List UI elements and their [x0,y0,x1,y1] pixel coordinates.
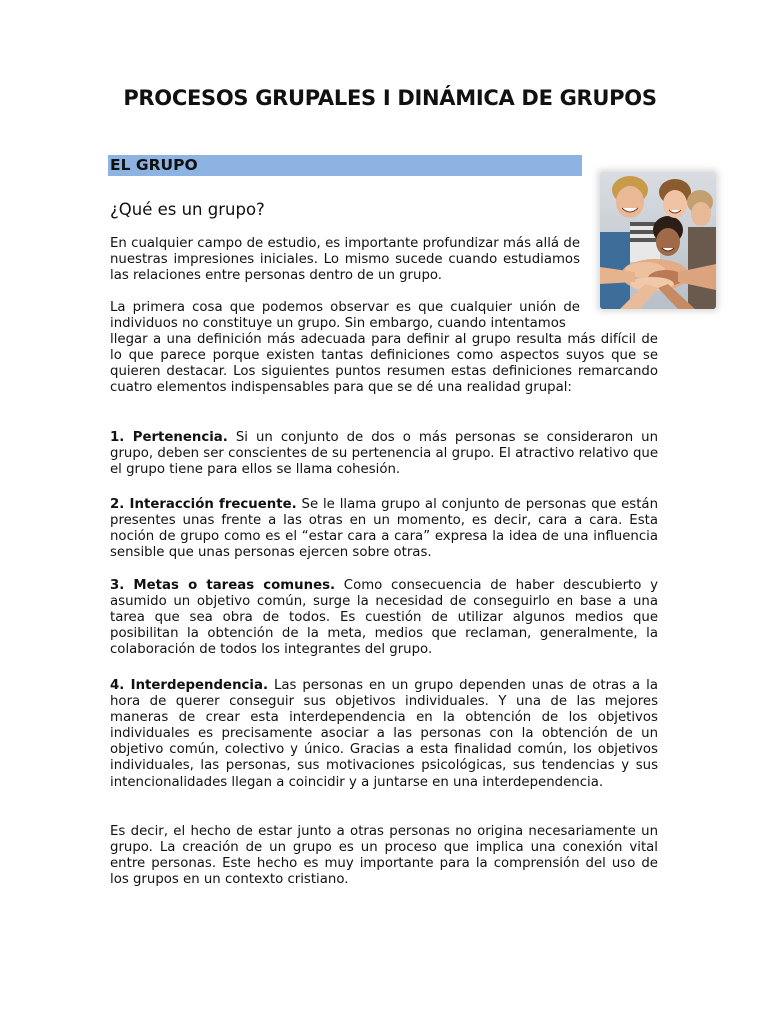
subheading: ¿Qué es un grupo? [110,200,265,219]
definition-paragraph-start: La primera cosa que podemos observar es que cualquier unión de individuos no constituye un grupo. Sin embargo, cuando intentamos [110,300,580,332]
document-title: PROCESOS GRUPALES I DINÁMICA DE GRUPOS [123,86,657,110]
section-heading: EL GRUPO [110,156,198,174]
intro-paragraph: En cualquier campo de estudio, es importante profundizar más allá de nuestras impresiones iniciales. Lo mismo sucede cuando estudiamos las relaciones entre personas dentro de un grupo. [110,236,580,284]
point-interdependencia [110,678,658,791]
point-title: 1. Pertenencia. [110,430,228,445]
group-photo [600,172,716,309]
point-text: Las personas en un grupo dependen unas de otras a la hora de querer conseguir sus objetivos individuales. Y una de las mejores maneras de crear esta interdependencia en la obtención de los objetivos individuales es precisamente asociar a las personas con la obtención de un objetivo común, colectivo y único. Gracias a esta finalidad común, los objetivos individuales, las personas, sus motivaciones psicológicas, sus tendencias y sus intencionalidades llegan a coincidir y a juntarse en una interdependencia. [110,678,658,790]
point-pertenencia [110,430,658,478]
point-text: Se le llama grupo al conjunto de personas que están presentes unas frente a las otras en un momento, es decir, cara a cara. Esta noción de grupo como es el “estar cara a cara” expresa la idea de una influencia sensible que unas personas ejercen sobre otras. [110,497,658,561]
group-hands-image [600,172,716,309]
point-title: 3. Metas o tareas comunes. [110,578,336,593]
point-interaccion [110,497,658,561]
definition-paragraph-rest: llegar a una definición más adecuada para definir al grupo resulta más difícil de lo que parece porque existen tantas definiciones como aspectos suyos que se quieren destacar. Los siguientes puntos resumen estas definiciones remarcando cuatro elementos indispensables para que se dé una realidad grupal: [110,332,658,396]
point-title: 2. Interacción frecuente. [110,497,297,512]
point-text: Si un conjunto de dos o más personas se consideraron un grupo, deben ser conscientes de su pertenencia al grupo. El atractivo relativo que el grupo tiene para ellos se llama cohesión. [110,430,658,478]
point-metas [110,578,658,658]
point-text: Como consecuencia de haber descubierto y asumido un objetivo común, surge la necesidad de conseguirlo en base a una tarea que sea obra de todos. Es cuestión de utilizar algunos medios que posibilitan la obtención de la meta, medios que reclaman, generalmente, la colaboración de todos los integrantes del grupo. [110,578,659,658]
section-heading-band [108,155,582,176]
conclusion-paragraph: Es decir, el hecho de estar junto a otras personas no origina necesariamente un grupo. La creación de un grupo es un proceso que implica una conexión vital entre personas. Este hecho es muy importante para la comprensión del uso de los grupos en un contexto cristiano. [110,824,658,888]
point-title: 4. Interdependencia. [110,678,268,693]
